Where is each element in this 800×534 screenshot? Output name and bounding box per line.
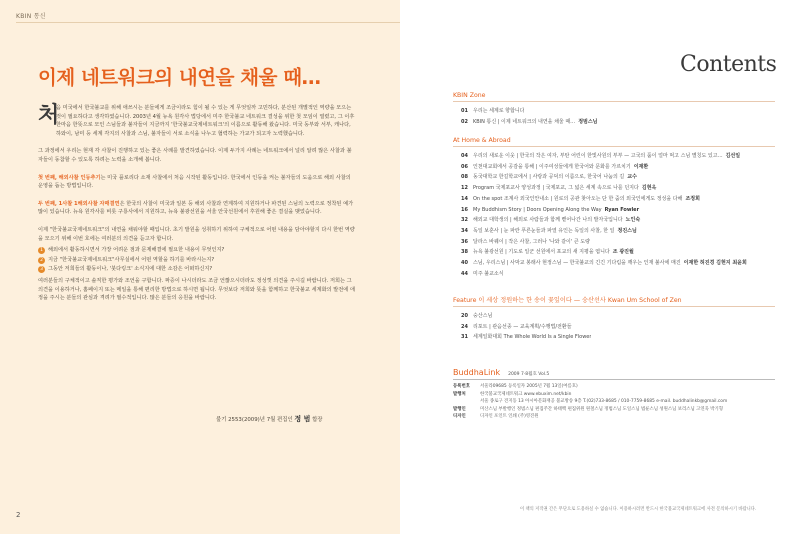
- signature: [216, 414, 323, 424]
- paragraph: [38, 277, 356, 303]
- toc-author: 이재한 허진경 김현지 최윤희: [683, 260, 747, 267]
- toc-title: 달라스 바퀘이 | 작은 사찰, 그러나 '나와 같이' 큰 도량: [473, 238, 590, 245]
- toc-item[interactable]: [453, 311, 775, 322]
- toc-item[interactable]: [453, 205, 775, 216]
- paragraph-text: 여러분들의 구체적이고 솔직한 평가와 조언을 구합니다. 짜증이 나시더라도 조금 언짢으시더라도 정성껏 의견을 주시길 바랍니다. 저희는 그 의견을 이용하거나, 홈페이지 또는 메일을 통해 편리한 방법으로 하시면 됩니다. 무엇보다 저희와 뜻을 함께하고 한국불교 세계화의 발전에 애정을 주시는 분들의 관심과 격려가 필수적입니다. 많은 분들의 응원을 바랍니다.: [38, 277, 355, 302]
- toc-page-number: 12: [461, 185, 468, 192]
- toc-page-number: 40: [461, 260, 468, 267]
- dropcap: 처: [38, 103, 60, 128]
- header-rule: [16, 22, 400, 23]
- toc-author: 조정희: [685, 195, 700, 202]
- toc-page-number: 44: [461, 270, 468, 277]
- question-text: 지금 "한국불교국제네트워크"사무실에서 어떤 역할을 하기를 바라시는지?: [48, 256, 215, 263]
- toc-title: Program 국제포교사 양성과정 | 국제포교, 그 넓은 세계 속으로 나를 던지다: [473, 185, 639, 192]
- toc-item[interactable]: [453, 194, 775, 205]
- toc-author: 정진스님: [617, 227, 637, 234]
- colophon-header: [453, 368, 775, 380]
- section-heading: Feature 이 세상 정원하는 한 송이 꽃잎이다 — 숭산선사 Kwan Um School of Zen: [453, 295, 775, 307]
- toc-author: 김선일: [725, 153, 741, 159]
- colophon-line: [453, 398, 775, 406]
- toc-item[interactable]: [453, 151, 775, 162]
- toc-item[interactable]: [453, 172, 775, 183]
- toc-page-number: 34: [461, 227, 468, 234]
- paragraph-text: 음 미국에서 한국불교를 위해 애쓰시는 분들에게 조금이라도 힘이 될 수 있는 게 무엇일까 고민하다, 분산된 개별적인 역량을 모으는 것이 필요하다고 생각하였습니다. 2003년 4월 뉴욕 원각사 법당에서 미주 한국불교 네트워크 결성을 위한 첫 모임이 열렸고, 그 이후 한마음 한뜻으로 모인 스님들과 불자들이 지금까지 '한국불교국제네트워크'의 이름으로 활동해 왔습니다. 미국 동부와 서부, 캐나다, 하와이, 남미 등 세계 각지의 사찰과 스님, 불자들이 서로 소식을 나누고 협력하는 가교가 되고자 노력했습니다.: [56, 105, 355, 137]
- colophon-label: [453, 398, 480, 406]
- toc-title: KBIN 통신 | 이제 네트워크의 내연을 채울 때…: [473, 118, 576, 125]
- toc-author: 이재환: [633, 163, 649, 170]
- paragraph-text: 는 미국 플로리다 소재 사찰에서 처음 시작된 활동입니다. 한국에서 인등을 켜는 불자들의 도움으로 해외 사찰의 운영을 돕는 방법입니다.: [38, 174, 351, 190]
- headline: 이제 네트워크의 내연을 채울 때…: [38, 66, 321, 89]
- toc-page-number: 08: [461, 174, 468, 181]
- toc-page-number: 36: [461, 238, 468, 245]
- toc-item[interactable]: [453, 322, 775, 333]
- question-text: 해외에서 활동하시면서 가장 어려운 점과 문제해결에 필요한 내용이 무엇인지?: [48, 247, 225, 254]
- header-tag: KBIN 통신: [16, 13, 46, 20]
- colophon-line: [453, 383, 775, 391]
- colophon-text: 디자인 포인트 인쇄 (주)영진원: [480, 414, 539, 420]
- signature-date: 불기 2553(2009)년 7월 편집인: [216, 417, 293, 423]
- toc-author: 김현옥: [641, 185, 657, 192]
- colophon-text: 미산스님 부발행인 정범스님 편집주간 하태백 편집위원 원철스님 정범스님 도일스님 법륜스님 성원스님 보리스님 고연욱 박기형: [480, 406, 723, 412]
- colophon-label: 발행인: [453, 406, 466, 412]
- toc-page-number: 20: [461, 313, 468, 319]
- paragraph-text: 은 한국의 사찰이 미국과 일본 등 해외 사찰과 연계하여 지원하거나 파견된 스님의 노력으로 정착된 예가 많이 있습니다. 뉴욕 원각사를 비롯 구룡사에서 지원하고, 뉴욕 불광선원을 서울 안국선원에서 후원해 좋은 결실을 맺었습니다.: [38, 200, 354, 216]
- highlight-text: 두 번째, 1사찰 1해외사찰 자매결연: [38, 200, 120, 207]
- toc-title: On the spot 조계사 외국인안내소 | 원로의 공관 찾아오는 단 한 줌의 외국인에게도 정성을 다해: [473, 195, 683, 202]
- toc-page-number: 04: [461, 153, 468, 159]
- highlight-text: 첫 번째, 해외사찰 인등추기: [38, 174, 101, 181]
- toc-title: 숭산스님: [473, 313, 493, 319]
- signature-name: 정 범: [294, 415, 311, 423]
- toc-page-number: 16: [461, 206, 468, 213]
- issue-info: 2009 7·8월호 Vol.5: [508, 372, 550, 377]
- toc-item[interactable]: [453, 226, 775, 237]
- page-number: 2: [16, 511, 21, 519]
- paragraph: [38, 147, 356, 164]
- toc-page-number: 01: [461, 108, 468, 114]
- toc-page-number: 06: [461, 163, 468, 170]
- question-text: 그동안 저희들의 활동이나, '붓다링크' 소식지에 대한 소감은 어떠하신지?: [48, 266, 213, 273]
- paragraph: [38, 200, 356, 217]
- toc-author: 교수: [627, 174, 637, 181]
- number-badge: 1: [38, 247, 45, 254]
- toc-page-number: 31: [461, 334, 468, 341]
- toc-author: 조 광진월: [612, 249, 634, 256]
- contents-title: Contents: [680, 52, 777, 77]
- colophon-label: 등록번호: [453, 384, 470, 389]
- toc-section-feature: [453, 295, 775, 343]
- intro-paragraph: [38, 104, 356, 138]
- colophon-line: [453, 406, 775, 414]
- question-item: [38, 256, 356, 265]
- toc-item[interactable]: [453, 117, 775, 128]
- toc-author: Ryan Fowler: [604, 206, 640, 213]
- colophon-label: 디자인: [453, 414, 466, 420]
- paragraph: [38, 174, 356, 191]
- toc-title: My Buddhism Story | Doors Opening Along the Way: [473, 206, 602, 213]
- question-list: [38, 246, 356, 274]
- copyright-notice: 이 책의 저작권 간은 무단으로 도용하실 수 없습니다. 이용하시려면 반드시 한국불교국제네트워크에 사전 문의하시기 바랍니다.: [520, 507, 757, 512]
- number-badge: 2: [38, 257, 45, 264]
- toc-title: 해외교 대학생의 | 해외로 사람들과 함께 뻗어나간 나의 발자국입니다: [473, 217, 623, 224]
- signature-suffix: 합장: [312, 417, 323, 423]
- colophon-line: [453, 413, 775, 421]
- colophon: [453, 368, 775, 421]
- toc-page-number: 38: [461, 249, 468, 256]
- toc-author: 노인숙: [625, 217, 641, 224]
- colophon-label: 발행처: [453, 391, 466, 397]
- colophon-text: 한국불교국제네트워크 www.ebuxim.net/kbin: [480, 391, 572, 397]
- buddhalink-logo: BuddhaLink: [453, 368, 501, 377]
- section-heading: At Home & Abroad: [453, 137, 775, 147]
- toc-section-at-home-abroad: [453, 137, 775, 279]
- toc-item[interactable]: [453, 215, 775, 226]
- toc-page-number: 32: [461, 217, 468, 224]
- toc-title: 리포트 | 관음선종 — 교육계획/수행법/전환들: [473, 323, 572, 330]
- toc-item[interactable]: [453, 106, 775, 117]
- toc-item[interactable]: [453, 162, 775, 173]
- paragraph-text: 그 과정에서 우리는 현재 각 사찰이 진행하고 있는 좋은 사례를 발견하였습니다. 이제 두가지 사례는 네트워크에서 널리 알려 많은 사찰과 불자들이 동참할 수 있도록 하려는 노력을 소개해 봅니다.: [38, 148, 352, 163]
- toc-title: 뉴욕 불광선원 | 기도로 일군 선원에서 포교의 새 지평을 엽니다: [473, 249, 610, 256]
- colophon-text: 서울라09685 등록일자 2005년 7월 13일(여름호): [480, 384, 578, 389]
- toc-item[interactable]: [453, 258, 775, 269]
- toc-title: 미주 불교소식: [473, 270, 504, 277]
- number-badge: 3: [38, 266, 45, 273]
- toc-title: 독일 보훈사 | 눈 파란 푸른눈들과 파열 유인는 독일의 사찰, 한 일: [473, 227, 615, 234]
- toc-title: 세계일화대회 The Whole World Is a Single Flower: [473, 334, 592, 341]
- toc-title: 우리의 새로운 이웃 | 한국의 작은 여자, 부탄 어린이 한빛사원의 부부 — 고국의 품이 얼마 먹고 스님 별칭도 있고…: [473, 153, 723, 159]
- colophon-line: [453, 391, 775, 399]
- toc-page-number: 14: [461, 195, 468, 202]
- paragraph: [38, 226, 356, 243]
- paragraph-text: 이제 "한국불교국제네트워크"의 내연을 채워야할 때입니다. 초기 발원을 성취하기 위하여 구체적으로 어떤 내용을 담아야할지 다시 한번 역량을 모으기 위해 이번 호에는 여러분의 의견을 듣고자 합니다.: [38, 226, 355, 242]
- question-item: [38, 246, 356, 255]
- toc-item[interactable]: [453, 332, 775, 343]
- right-page: [400, 0, 800, 534]
- toc-title: 인천대교회에서 공감을 통해 | 이주여성들에게 한국어와 문화를 가르치기: [473, 163, 631, 170]
- toc-item[interactable]: [453, 237, 775, 248]
- toc-section-kbin-zone: [453, 92, 775, 127]
- toc-title: 우리는 세계로 향합니다: [473, 108, 525, 114]
- toc-title: 스님, 우리스님 | 사막교 봉래사 현정스님 — 한국불교의 긴긴 기다림을 깨우는 인재 불사에 매진: [473, 260, 681, 267]
- toc-item[interactable]: [453, 269, 775, 280]
- toc-page-number: 02: [461, 118, 468, 125]
- toc-author: 정범스님: [578, 118, 598, 125]
- section-heading: KBIN Zone: [453, 92, 775, 102]
- article-body: [38, 104, 356, 312]
- toc-title: 동국대학교 한길학교에서 | 사랑과 공덕의 이름으로, 한국어 나눔의 길: [473, 174, 625, 181]
- toc-page-number: 24: [461, 323, 468, 330]
- toc-item[interactable]: [453, 183, 775, 194]
- colophon-text: 서울 종로구 견지동 13 아시아문화재공 불교방송 9층 T.(02)733-8685 / 010-7759-8685 e-mail. buddhalinkb@gmail.com: [480, 399, 728, 405]
- question-item: [38, 265, 356, 274]
- toc-item[interactable]: [453, 247, 775, 258]
